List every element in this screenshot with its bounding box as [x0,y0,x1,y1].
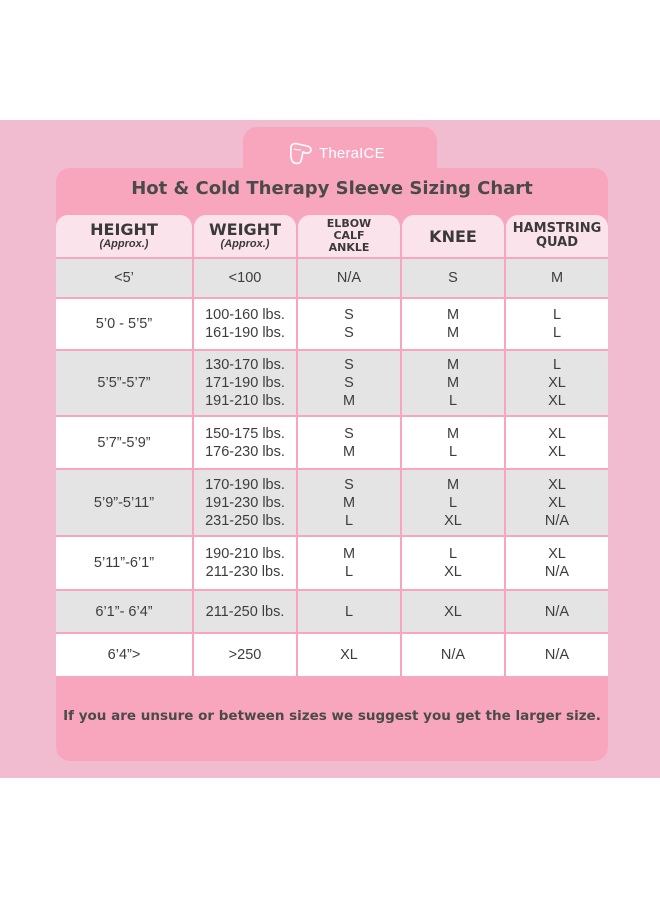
cell-value: 5’11”-6’1” [93,555,155,571]
header-hamstring-line: HAMSTRING [512,221,602,236]
table-row [56,537,608,589]
cell-weight [194,537,296,589]
cell-value: S [344,425,354,442]
cell-value: L [344,512,354,529]
cell-value: L [552,325,562,341]
cell-height [56,351,192,415]
cell-knee [402,417,504,468]
table-row [56,299,608,349]
cell-elbow-calf-ankle [298,591,400,632]
cell-value: 6’4”> [107,647,141,663]
cell-value: <100 [228,270,262,286]
cell-value: XL [444,564,462,580]
cell-knee [402,591,504,632]
cell-elbow-calf-ankle [298,537,400,589]
cell-value: L [552,307,562,323]
cell-value: XL [548,393,566,409]
cell-value: 6’1”- 6’4” [95,603,153,620]
cell-hamstring-quad [506,259,608,297]
cell-value: 5’7”-5’9” [97,434,151,451]
cell-value: XL [444,512,462,529]
cell-value: 150-175 lbs. [205,425,285,442]
cell-height [56,634,192,676]
header-elbow-calf-ankle [298,215,400,257]
cell-value: L [448,546,458,562]
cell-value: XL [548,375,566,391]
brand-name: TheraICE [319,144,385,162]
cell-weight [194,417,296,468]
cell-height [56,417,192,468]
cell-value: 191-230 lbs. [205,494,285,511]
cell-weight [194,351,296,415]
cell-hamstring-quad [506,537,608,589]
cell-value: N/A [544,564,570,580]
header-ankle-line: ANKLE [328,241,370,254]
cell-value: L [344,564,354,580]
cell-value: 170-190 lbs. [205,476,285,493]
cell-value: XL [548,476,566,493]
cell-elbow-calf-ankle [298,299,400,349]
cell-elbow-calf-ankle [298,417,400,468]
table-row [56,417,608,468]
header-quad-line: QUAD [535,235,579,250]
cell-value: S [344,357,354,373]
cell-height [56,259,192,297]
cell-value: M [446,476,460,493]
cell-value: L [448,494,458,511]
cell-value: 5’5”-5’7” [97,375,151,391]
cell-hamstring-quad [506,417,608,468]
header-hamstring-quad [506,215,608,257]
cell-value: 161-190 lbs. [205,325,285,341]
cell-value: XL [548,494,566,511]
header-elbow-line: ELBOW [326,217,372,230]
header-height-label: HEIGHT [90,220,158,239]
cell-elbow-calf-ankle [298,634,400,676]
cell-height [56,470,192,535]
cell-value: S [344,375,354,391]
cell-knee [402,259,504,297]
cell-value: L [344,603,354,620]
cell-value: 130-170 lbs. [205,357,285,373]
cell-knee [402,634,504,676]
cell-knee [402,537,504,589]
cell-value: 190-210 lbs. [205,546,285,562]
cell-value: S [344,325,354,341]
cell-value: 176-230 lbs. [205,443,285,460]
cell-value: N/A [440,647,466,663]
cell-value: M [446,307,460,323]
cell-value: XL [548,546,566,562]
cell-weight [194,591,296,632]
cell-value: N/A [544,512,570,529]
footer-note: If you are unsure or between sizes we suggest you get the larger size. [63,708,601,724]
cell-value: M [446,325,460,341]
cell-value: N/A [544,647,570,663]
cell-value: 211-250 lbs. [205,603,285,620]
cell-weight [194,634,296,676]
table-row [56,591,608,632]
cell-value: 5’0 - 5’5” [95,316,153,332]
cell-value: XL [340,647,358,663]
cell-hamstring-quad [506,634,608,676]
cell-value: 231-250 lbs. [205,512,285,529]
cell-value: 191-210 lbs. [205,393,285,409]
cell-value: S [344,476,354,493]
cell-knee [402,299,504,349]
header-height-sub: (Approx.) [99,238,149,250]
cell-value: XL [548,443,566,460]
cell-value: M [342,443,356,460]
cell-value: 5’9”-5’11” [93,494,155,511]
cell-elbow-calf-ankle [298,351,400,415]
cell-value: L [552,357,562,373]
cell-value: M [446,375,460,391]
header-knee [402,215,504,257]
cell-value: M [342,393,356,409]
cell-height [56,299,192,349]
table-row [56,634,608,676]
cell-hamstring-quad [506,591,608,632]
cell-value: M [446,425,460,442]
cell-value: M [446,357,460,373]
cell-value: 100-160 lbs. [205,307,285,323]
cell-value: <5’ [114,270,134,286]
sizing-table [56,215,608,675]
cell-value: M [342,494,356,511]
cell-value: L [448,393,458,409]
header-weight-sub: (Approx.) [220,238,270,250]
cell-value: S [448,270,458,286]
cell-value: M [550,270,564,286]
table-row [56,351,608,415]
cell-value: 211-230 lbs. [205,564,285,580]
chart-title: Hot & Cold Therapy Sleeve Sizing Chart [131,178,533,199]
table-row [56,259,608,297]
cell-knee [402,470,504,535]
cell-value: XL [548,425,566,442]
cell-hamstring-quad [506,470,608,535]
header-calf-line: CALF [333,229,365,242]
cell-value: M [342,546,356,562]
cell-weight [194,259,296,297]
cell-value: N/A [336,270,362,286]
cell-weight [194,470,296,535]
header-height [56,215,192,257]
cell-height [56,591,192,632]
cell-weight [194,299,296,349]
cell-knee [402,351,504,415]
sleeve-logo-icon [287,141,315,165]
cell-value: N/A [544,603,570,620]
header-weight-label: WEIGHT [209,220,281,239]
cell-hamstring-quad [506,299,608,349]
cell-value: 171-190 lbs. [205,375,285,391]
cell-hamstring-quad [506,351,608,415]
cell-value: XL [444,603,462,620]
cell-elbow-calf-ankle [298,259,400,297]
cell-value: L [448,443,458,460]
cell-value: >250 [228,647,262,663]
header-weight [194,215,296,257]
cell-height [56,537,192,589]
cell-elbow-calf-ankle [298,470,400,535]
table-row [56,470,608,535]
cell-value: S [344,307,354,323]
header-knee-label: KNEE [429,226,477,246]
brand-logo [287,140,385,166]
